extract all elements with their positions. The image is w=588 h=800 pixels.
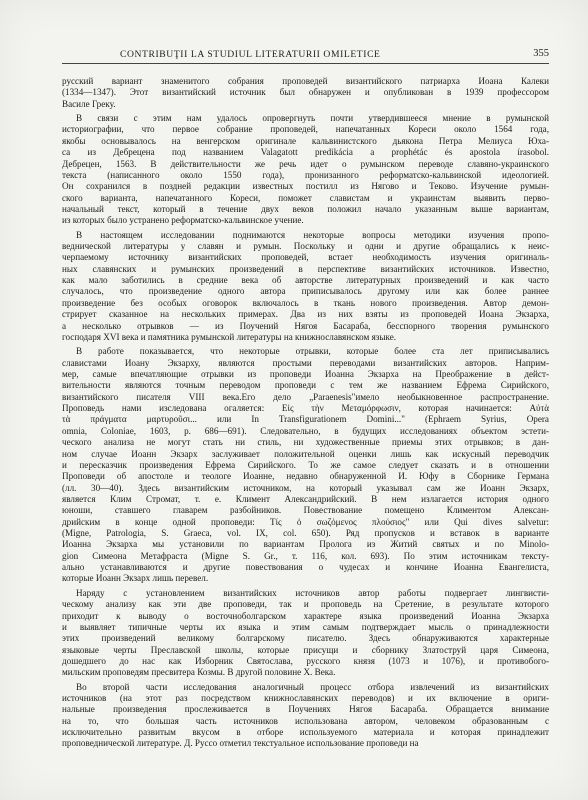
text-line: (1334—1347). Этот византийский источник был обнаружен и опубликован в 1939 профессором [62,87,549,98]
text-line: является Клим Стромат, т. е. Климент Александрийский. В нем излагается история одного [62,493,549,504]
page-body [62,76,549,753]
text-line: ческому анализу как эти две проповеди, так и проповедь на Сретение, в результате которого [62,599,549,610]
text-line: господаря XVI века и памятника румынской литературы на книжнославянском языке. [62,331,397,342]
text-line: якобы основывалось на венгерском оригинале кальвинистского дьякона Петра Мелиуса Юха- [62,135,549,146]
page-number: 355 [533,48,549,59]
text-line: языковые черты Преславской школы, которые присущи и сборнику Златоструй царя Симеона, [62,644,549,655]
text-line: черпаемому источнику византийских проповедей, встает необходимость изучения оригиналь- [62,252,549,263]
text-line: gion Симеона Метафраста (Migne S. Gr., т. 116, кол. 693). По этим источникам тексту- [62,550,549,561]
text-line: веднической литературы у славян и румын. Поскольку и одни и другие обращались к неис- [62,241,549,252]
text-line: приходит к выводу о восточноболгарском характере языка произведений Иоанна Экзарха [62,610,549,621]
text-line: ном случае Иоанн Экзарх заслуживает положительной оценки лишь как искусный переводчик [62,448,549,459]
running-head: CONTRIBUŢII LA STUDIUL LITERATURII OMILETICE [120,49,381,60]
text-line: стрирует сказанное на нескольких примерах. Два из них взяты из проповедей Иоана Экзарха, [62,309,549,320]
text-line: историографии, что первое собрание проповедей, напечатанных Кореси около 1564 года, [62,124,549,135]
text-line: са из Дебрецена под названием Valagatott predikácia a prophétác és apostola írasobol. [62,147,549,158]
text-line: дошедшего до нас как Изборник Святослава, русского князя (1073 и 1076), и противобого- [62,655,549,666]
text-line: τὰ πράγματα μαρτυροῦσι... или In Transfigurationem Domini..." (Ephraem Syrius, Opera [62,414,549,425]
text-line: Он сохранился в поздней редакции известных постилл из Нягово и Теково. Изучение румын- [62,181,549,192]
text-line: и выявляет типичные черты их языка и этим самым подтверждает мысль о принадлежности [62,621,549,632]
text-line: мер, самые впечатляющие отрывки из проповеди Иоанна Экзарха на Преображение в дейст- [62,368,549,379]
text-line: нальные произведения прослеживается в Поучениях Нягоя Басараба. Обращается внимание [62,704,549,715]
text-line: а несколько отрывков — из Поучений Нягоя Басараба, бесспорного творения румынского [62,320,549,331]
text-line: ского варианта, напечатанного Кореси, поможет славистам и украинстам выявить перво- [62,192,549,203]
text-line: которые Иоанн Экзарх лишь перевел. [62,573,209,584]
text-line: случалось, что произведение одного автора приписывалось другому или как более раннее [62,286,549,297]
text-line: текста (написанного около 1550 года), пронизанного реформатско-кальвинской идеологией. [62,169,549,180]
text-line: В работе показывается, что некоторые отрывки, которые более ста лет приписывались [76,346,549,357]
text-line: ально устанавливаются и другие повествования о чудесах и кончине Иоанна Евангелиста, [62,562,549,573]
text-line: из которых было устранено реформатско-кальвинское учение. [62,215,304,226]
text-line: исключительно развитым вкусом в отборе используемого материала и которая принадлежит [62,727,549,738]
text-line: Проповедь нами изследована огаляется: Εἰς τὴν Μεταμόρφωσιν, которая начинается: Αὐτὰ [62,403,549,414]
paragraph [62,76,549,110]
text-line: произведение без особых оговорок включалось в ткань нового произведения. Автор демон- [62,297,549,308]
paragraph [62,682,549,750]
page-header [62,49,549,64]
text-line: начальный текст, который в течение двух веков положил начало указанным выше вариантам, [62,203,549,214]
text-line: (Migne, Patrologia, S. Graeca, vol. IX, col. 650). Ряд пропусков и вставок в варианте [62,528,549,539]
text-line: русский вариант знаменитого собрания проповедей византийского патриарха Иоана Калеки [62,76,549,86]
text-line: юноши, ставшего главарем разбойников. Повествование помещено Климентом Алексан- [62,505,549,516]
text-line: Иоанна Экзарха мы установили по вариантам Пролога из Житий святых и по Minolo- [62,539,549,550]
paragraph [62,113,549,227]
text-line: Дебрецен, 1563. В действительности же речь идет о румынском переводе славяно-украинского [62,158,549,169]
text-line: славистами Иоану Экзарху, являются простыми переводами византийских авторов. Наприм- [62,357,549,368]
text-line: ческого анализа не могут стать ни стиль, ни художественные приемы этих отрывков; в дан- [62,437,549,448]
text-line: византийского писателя VIII века.Его дело „Paraenesis"имело необыкновенное распространение. [62,391,549,402]
text-line: Проповеди об апостоле и теологе Иоанне, недавно обнаруженной И. Юфу в Сборнике Германа [62,471,549,482]
paragraph [62,588,549,679]
text-line: и пересказчик произведения Ефрема Сирийского. То же самое следует сказать и в отношении [62,459,549,470]
text-line: omnia, Coloniae, 1603, p. 686—691). Следовательно, в будущих исследованиях объектом эстети- [62,425,549,436]
text-line: Во второй части исследования аналогичный процесс отбора извлечений из византийских [76,681,549,692]
paragraph [62,346,549,585]
text-line: В связи с этим нам удалось опровергнуть почти утвердившееся мнение в румынской [76,113,549,124]
text-line: вительности являются точным переводом проповеди с тем же названием Ефрема Сирийского, [62,380,549,391]
text-line: В настоящем исследовании поднимаются некоторые вопросы методики изучения пропо- [76,229,549,240]
text-line: как мало заботились в средние века об авторстве литературных произведений и как часто [62,275,549,286]
text-line: проповеднической литературе. Д. Руссо отметил текстуальное использование проповеди на [62,738,419,749]
text-line: дрийским в конце одной проповеди: Τίς ὁ σωζόμενος πλούσιος" или Qui dives salvetur: [62,516,549,527]
text-line: (лл. 30—40). Здесь византийским источником, на который указывал сам же Иоанн Экзарх, [62,482,549,493]
text-line: ных славянских и румынских произведений в перспективе византийских источников. Известно, [62,263,549,274]
text-line: на то, что большая часть источников использована автором, человеком образованным с [62,715,549,726]
text-line: Василе Греку. [62,98,116,109]
paragraph [62,230,549,344]
text-line: Наряду с установлением византийских источников автор работы подвергает лингвисти- [76,587,549,598]
text-line: этих произведений великому болгарскому писателю. Здесь обнаруживаются характерные [62,633,549,644]
text-line: источников (на этот раз посредством книжнославянских переводов) и их включение в ориги- [62,693,549,704]
text-line: мильским проповедям пресвитера Козмы. В другой половине X. Века. [62,667,336,678]
